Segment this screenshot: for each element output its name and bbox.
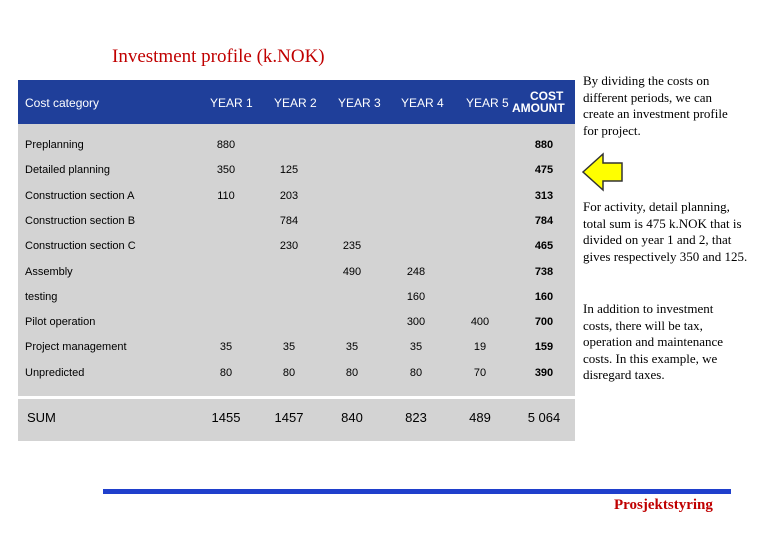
row-amount-value: 465 [534, 240, 554, 253]
row-year-4-value: 35 [409, 341, 423, 354]
investment-table [18, 80, 575, 438]
page-title: Investment profile (k.NOK) [112, 46, 325, 67]
row-amount-value: 880 [534, 139, 554, 151]
row-amount-value: 784 [534, 214, 554, 227]
sum-year-2: 1457 [274, 410, 304, 425]
row-year-5-value: 70 [473, 366, 487, 379]
sum-year-3: 840 [341, 410, 363, 425]
row-label: Unpredicted [25, 366, 85, 379]
row-amount-value: 159 [534, 341, 554, 354]
header-amount: AMOUNT [512, 101, 565, 115]
row-year-5-value: 400 [470, 316, 490, 329]
sum-amount: 5 064 [527, 410, 561, 425]
table-header [18, 80, 575, 124]
row-amount-value: 738 [534, 265, 554, 278]
row-year-1-value: 110 [217, 189, 235, 202]
header-year-1: YEAR 1 [210, 96, 253, 110]
row-amount-value: 160 [534, 290, 554, 303]
row-amount-value: 390 [534, 366, 554, 379]
left-arrow-icon [582, 152, 624, 192]
row-label: testing [25, 290, 58, 303]
row-label: Construction section B [25, 214, 136, 227]
header-cost: COST [530, 89, 564, 103]
row-year-2-value: 230 [279, 240, 299, 253]
sum-year-5: 489 [469, 410, 491, 425]
row-year-1-value: 350 [216, 164, 236, 177]
row-year-3-value: 80 [345, 366, 359, 379]
header-year-5: YEAR 5 [466, 96, 509, 110]
row-label: Construction section A [25, 189, 135, 202]
footer-label: Prosjektstyring [614, 497, 713, 513]
row-label: Construction section C [25, 240, 136, 253]
row-year-3-value: 35 [345, 341, 359, 354]
row-label: Project management [25, 341, 127, 354]
header-year-3: YEAR 3 [338, 96, 381, 110]
row-year-2-value: 125 [279, 164, 299, 177]
footer-divider [103, 489, 731, 494]
row-label: Assembly [25, 265, 73, 278]
note-detail-planning: For activity, detail planning, total sum is 475 k.NOK that is divided on year 1 and 2, that gives respectively 350 and 125. [583, 199, 748, 264]
row-amount-value: 475 [534, 164, 554, 177]
sum-row [18, 396, 575, 441]
note-investment-profile: By dividing the costs on different periods, we can create an investment profile for project. [583, 73, 728, 138]
row-year-2-value: 35 [282, 341, 296, 354]
row-year-4-value: 160 [406, 290, 426, 303]
row-amount-value: 700 [534, 316, 554, 329]
row-year-4-value: 248 [406, 265, 426, 278]
row-label: Pilot operation [25, 316, 96, 329]
note-taxes: In addition to investment costs, there will be tax, operation and maintenance costs. In this example, we disregard taxes. [583, 301, 724, 382]
sum-year-1: 1455 [211, 410, 241, 425]
row-year-1-value: 35 [219, 341, 233, 354]
row-year-1-value: 80 [219, 366, 233, 379]
row-year-4-value: 80 [409, 366, 423, 379]
row-year-2-value: 80 [282, 366, 296, 379]
header-year-4: YEAR 4 [401, 96, 444, 110]
row-year-3-value: 490 [342, 265, 362, 278]
header-year-2: YEAR 2 [274, 96, 317, 110]
sum-label: SUM [27, 410, 56, 425]
row-year-4-value: 300 [406, 316, 426, 329]
header-cost-category: Cost category [25, 96, 100, 110]
row-label: Preplanning [25, 139, 84, 151]
row-year-2-value: 203 [279, 189, 299, 202]
row-year-2-value: 784 [279, 214, 299, 227]
row-year-5-value: 19 [473, 341, 487, 354]
row-label: Detailed planning [25, 164, 111, 177]
row-amount-value: 313 [534, 189, 554, 202]
row-year-1-value: 880 [216, 139, 236, 151]
row-year-3-value: 235 [342, 240, 362, 253]
sum-year-4: 823 [405, 410, 427, 425]
